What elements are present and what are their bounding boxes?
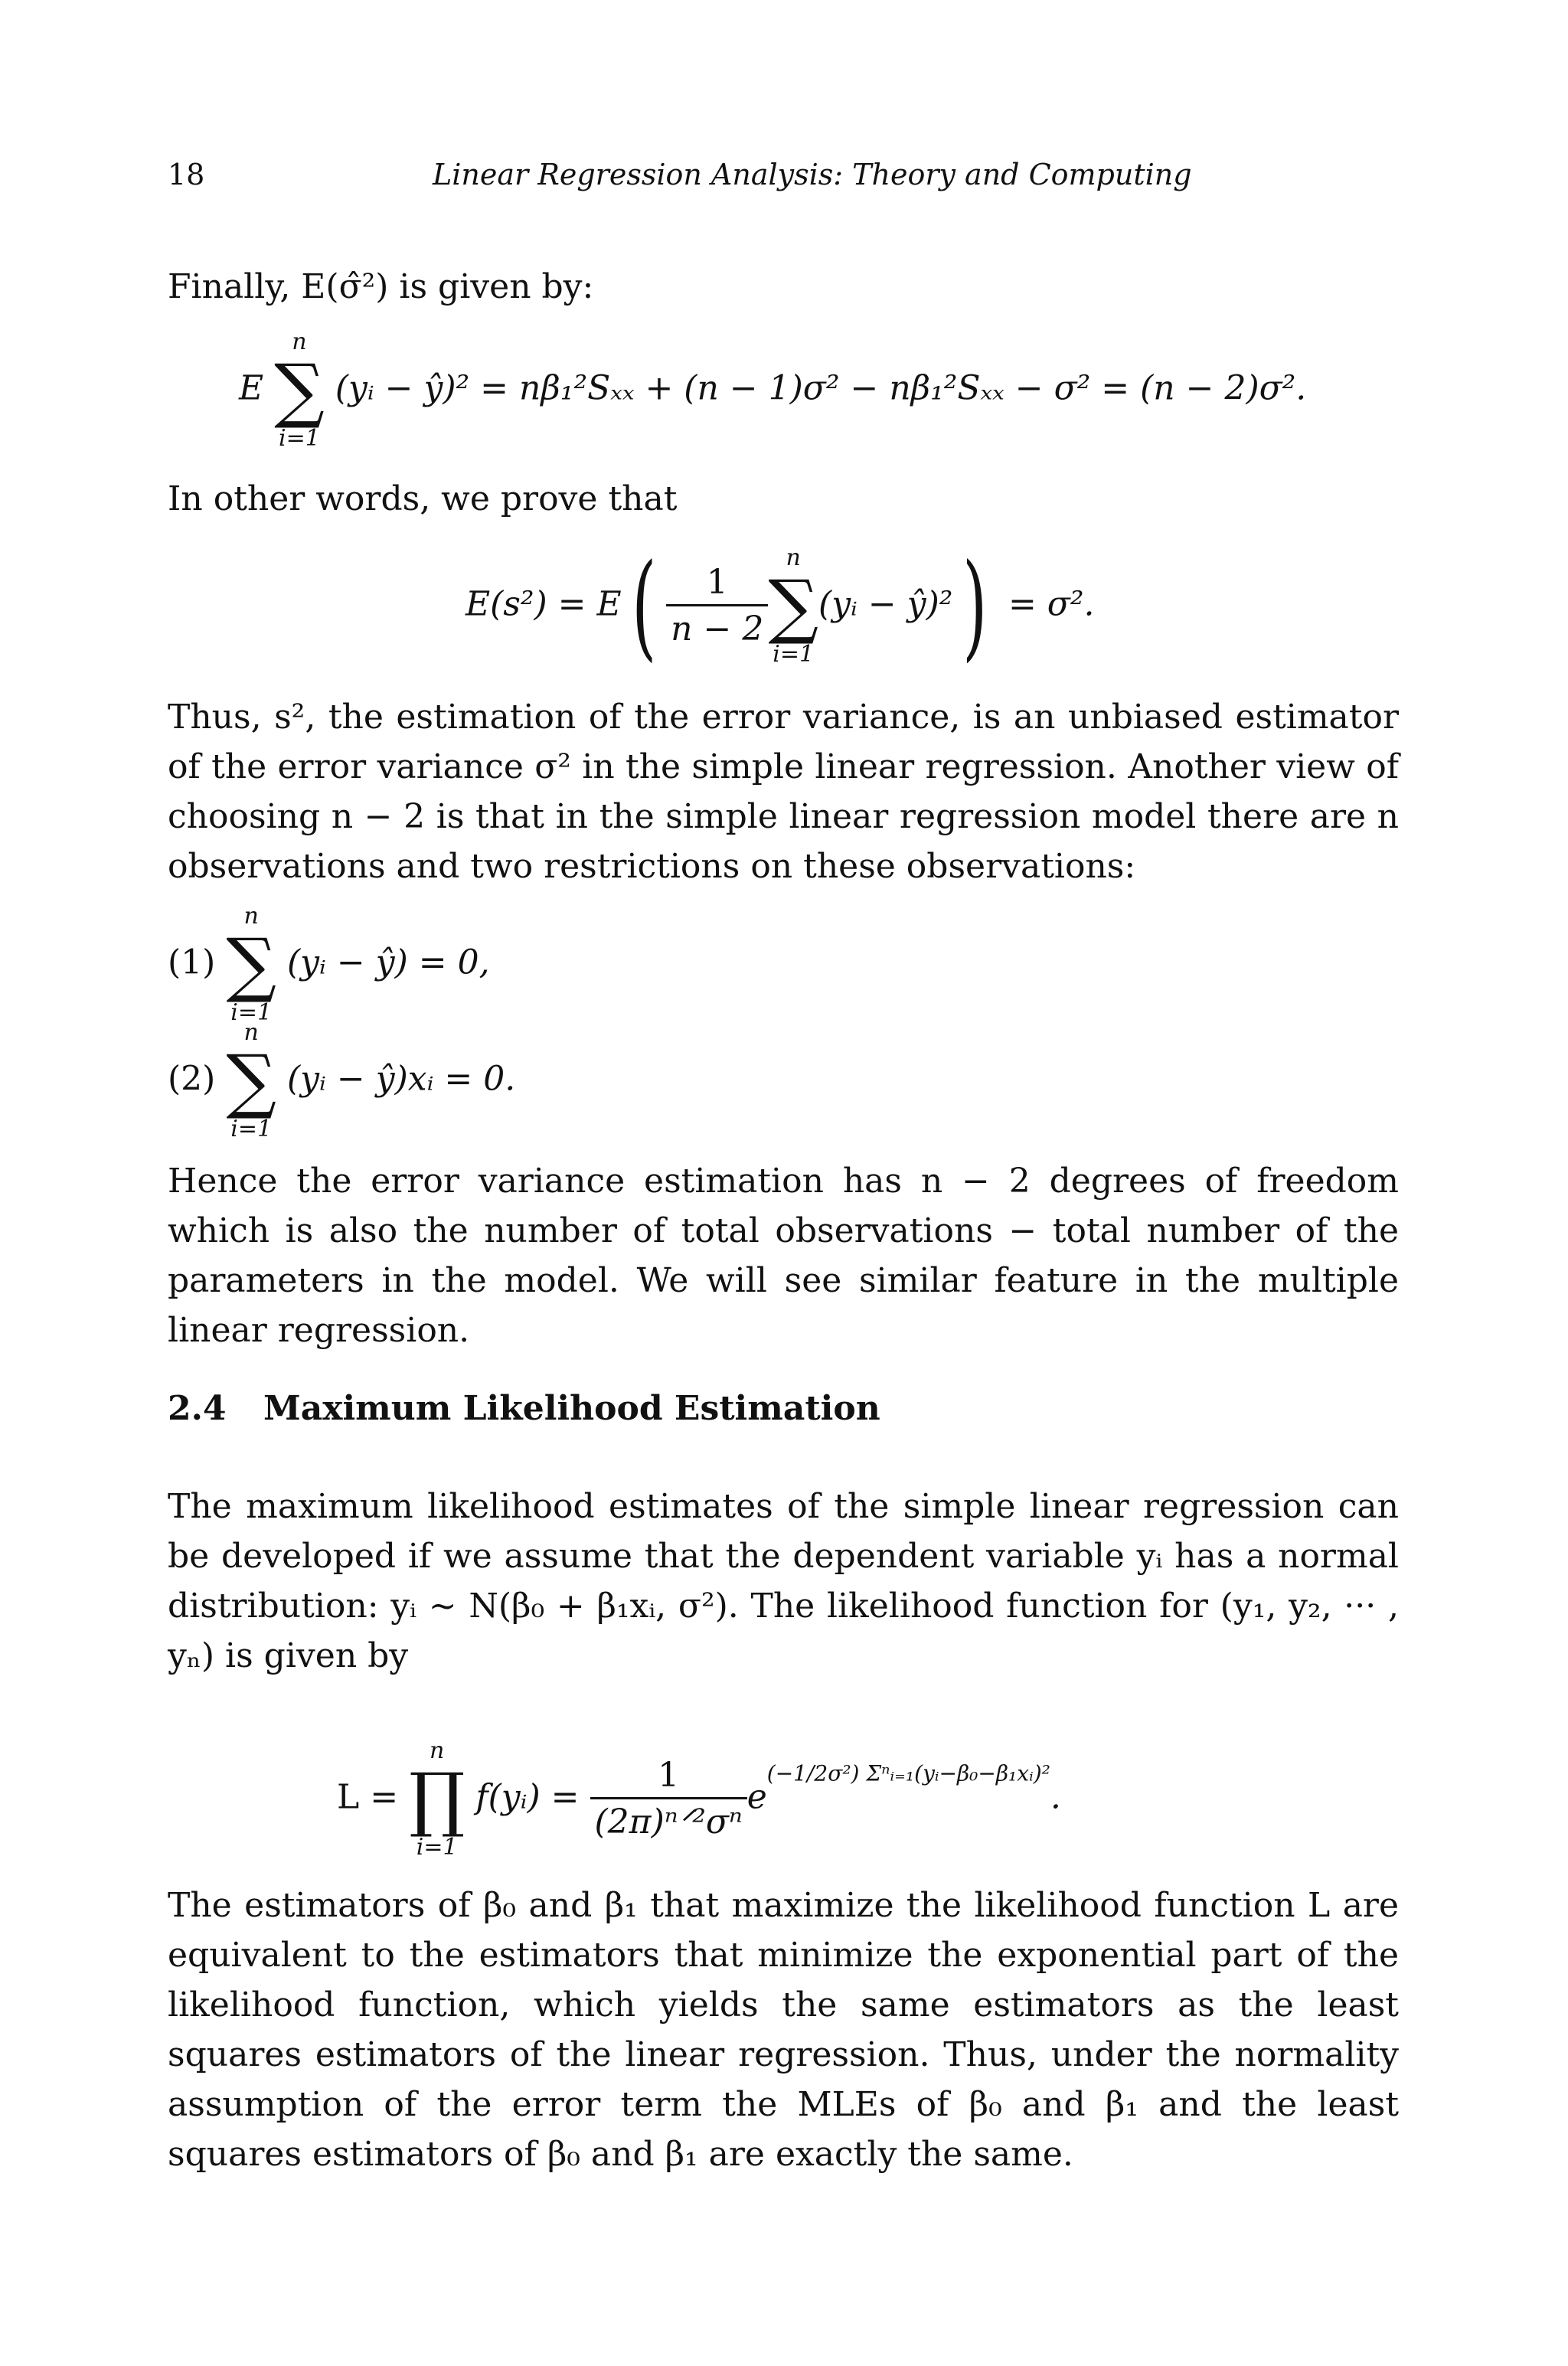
summation-symbol: n ∑ i=1 (274, 328, 325, 452)
eq2-rhs: = σ². (1008, 584, 1095, 624)
intro-other-words: In other words, we prove that (168, 479, 678, 518)
summation-symbol: n ∑ i=1 (226, 903, 277, 1026)
paragraph-thus: Thus, s², the estimation of the error variance, is an unbiased estimator of the error variance σ² in the simple linear regression. Another view of choosing n − 2 is that in the simple linear regression model there are n observations and two restrictions on these observations: (168, 698, 1399, 886)
summation-symbol: n ∑ i=1 (768, 544, 819, 668)
restriction-label: (2) (168, 1059, 216, 1099)
left-paren: ( (631, 540, 657, 673)
page-number: 18 (168, 158, 205, 191)
sum-lower-limit: i=1 (230, 999, 273, 1026)
exponent: (−1/2σ²) Σⁿᵢ₌₁(yᵢ−β₀−β₁xᵢ)² (766, 1760, 1050, 1786)
eq3-prod-body: f(yᵢ) = (475, 1777, 580, 1817)
eq1-body: (yᵢ − ŷ)² = nβ₁²Sₓₓ + (n − 1)σ² − nβ₁²Sₓₓ − σ² = (n − 2)σ². (335, 368, 1307, 408)
sum-upper-limit: n (243, 1019, 259, 1046)
eq3-end: . (1050, 1777, 1061, 1817)
sum-upper-limit: n (786, 544, 801, 571)
sum-lower-limit: i=1 (279, 425, 320, 452)
fraction-numerator: 1 (666, 561, 768, 606)
intro-finally: Finally, E(σ̂²) is given by: (168, 267, 594, 306)
summation-symbol: n ∑ i=1 (226, 1019, 277, 1142)
product-symbol: n ∏ i=1 (409, 1737, 466, 1861)
eq2-lhs: E(s²) = E (466, 584, 622, 624)
restriction-2 (168, 1020, 515, 1142)
equation-unbiased-s2 (466, 540, 1095, 673)
fraction-numerator: 1 (590, 1754, 747, 1799)
restriction-body: (yᵢ − ŷ)xᵢ = 0. (287, 1059, 516, 1099)
running-title: Linear Regression Analysis: Theory and Computing (433, 158, 1192, 191)
sum-upper-limit: n (243, 903, 259, 930)
exp-base: e (746, 1777, 767, 1817)
eq2-body: (yᵢ − ŷ)² (818, 584, 953, 624)
eq3-lhs: L = (337, 1777, 399, 1817)
right-paren: ) (962, 540, 988, 673)
fraction (590, 1754, 747, 1845)
restriction-body: (yᵢ − ŷ) = 0, (287, 943, 490, 982)
fraction-denominator: (2π)ⁿᐟ²σⁿ (594, 1802, 743, 1841)
paragraph-hence: Hence the error variance estimation has n − 2 degrees of freedom which is also the number of total observations − total number of the parameters in the model. We will see similar feature in the multiple linear regression. (168, 1162, 1399, 1350)
equation-likelihood (337, 1738, 1061, 1861)
prod-lower-limit: i=1 (416, 1834, 458, 1861)
eq1-lead: E (239, 368, 264, 408)
fraction (666, 561, 768, 652)
section-number: 2.4 (168, 1389, 227, 1428)
restriction-1 (168, 904, 490, 1026)
sum-upper-limit: n (292, 328, 307, 355)
sum-lower-limit: i=1 (230, 1116, 273, 1142)
section-heading (168, 1389, 880, 1428)
section-title: Maximum Likelihood Estimation (263, 1389, 880, 1428)
paragraph-mle: The maximum likelihood estimates of the simple linear regression can be developed if we assume that the dependent variable yᵢ has a normal distribution: yᵢ ∼ N(β₀ + β₁xᵢ, σ²). The likelihood function for (y₁, y₂, ··· , yₙ) is given by (168, 1487, 1399, 1675)
paragraph-estimators: The estimators of β₀ and β₁ that maximize the likelihood function L are equivalent to the estimators that minimize the exponential part of the likelihood function, which yields the same estimators as the least squares estimators of the linear regression. Thus, under the normality assumption of the error term the MLEs of β₀ and β₁ and the least squares estimators of β₀ and β₁ are exactly the same. (168, 1886, 1399, 2174)
prod-upper-limit: n (430, 1737, 445, 1764)
equation-expected-sse (239, 329, 1306, 452)
restriction-label: (1) (168, 943, 216, 982)
sum-lower-limit: i=1 (773, 641, 815, 668)
fraction-denominator: n − 2 (671, 609, 764, 649)
